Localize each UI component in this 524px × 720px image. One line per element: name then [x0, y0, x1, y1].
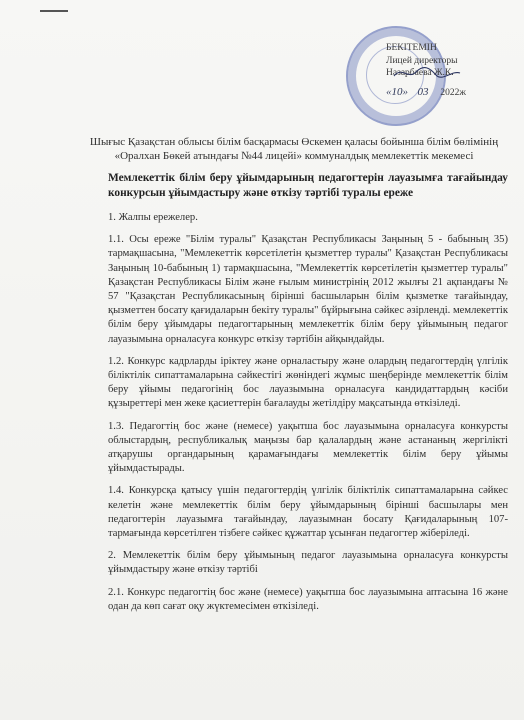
date-separator	[410, 88, 415, 98]
paragraph: 1.4. Конкурсқа қатысу үшін педагогтердің үлгілік біліктілік сипаттамаларына сәйкес келетін және мемлекеттік білім беру ұйымдарының бірінші басшылары мен педагогтерін лауазымға тағайындау, лауазымнан босату Қағидаларының 107-тармағында көрсетілген тізбеге сәйкес құжаттар ұсынған педагогтер жіберіледі.	[108, 485, 508, 540]
approval-title: БЕКІТЕМІН	[386, 43, 437, 53]
paragraph: 1.1. Осы ереже "Білім туралы" Қазақстан Республикасы Заңының 5 - бабының 35) тармақшасына, "Мемлекеттік көрсетілетін қызметтер туралы" Қазақстан Республикасы Заңының 10-бабының 1) тармақшасына, "Мемлекеттік көрсетілетін қызметтер туралы" Қазақстан Республикасы Білім және ғылым министрінің 2012 жылғы 21 ақпандағы № 57 "Қазақстан Республикасының бірінші басшыларын білім қызметке тағайындау, қызметтен босату қағидаларын бекіту туралы" бұйрығына сәйкес әзірленді. мемлекеттік білім беру ұйымдары педагогтарының мемлекеттік білім беру ұйымының педагог лауазымына орналасуға конкурс өткізу тәртібін айқындайды.	[108, 234, 508, 345]
paragraph: 2.1. Конкурс педагогтің бос және (немесе) уақытша бос лауазымына аптасына 16 және одан да көп сағат оқу жүктемесімен өткізіледі.	[108, 586, 508, 612]
document-title: Мемлекеттік білім беру ұйымдарының педагогтерін лауазымға тағайындау конкурсын ұйымдастыру және өткізу тәртібі туралы ереже	[108, 172, 508, 199]
section-heading: 1. Жалпы ережелер.	[108, 212, 198, 223]
approval-position: Лицей директоры	[386, 55, 458, 66]
section-heading: 2. Мемлекеттік білім беру ұйымының педагог лауазымына орналасуға конкурсты ұйымдастыру және өткізу тәртібі	[108, 550, 508, 576]
organization-header: Шығыс Қазақстан облысы білім басқармасы Өскемен қаласы бойынша білім бөлімінің «Оралхан Бөкей атындағы №44 лицейі» коммуналдық мемлекеттік мекемесі	[89, 136, 499, 162]
paragraph: 1.2. Конкурс кадрларды іріктеу және орналастыру және олардың педагогтердің үлгілік біліктілік сипаттамаларына сәйкестігі жөніндегі жұмыс шеңберінде мемлекеттік білім беру ұйымы педагогінің бос лауазымына орналасуға кандидаттардың кәсіби құзыреттері мен жеке қасиеттерін бағалауды жетілдіру мақсатында өткізіледі.	[108, 355, 508, 410]
date-separator	[431, 88, 438, 98]
paragraph: 1.3. Педагогтің бос және (немесе) уақытша бос лауазымына орналасуға конкурсты облыстардың, республикалық маңызы бар қалалардың және астананың жергілікті атқарушы органдарының қарамағындағы мемлекеттік білім беру ұйымы ұйымдастырады.	[108, 420, 508, 475]
approval-date-day: «10»	[386, 85, 408, 98]
approval-name: Назарбаева Ж.К.	[386, 68, 454, 78]
scan-mark	[40, 10, 68, 12]
approval-date	[386, 86, 516, 100]
signature-scribble	[392, 64, 462, 82]
approval-date-year: 2022ж	[440, 87, 466, 98]
document-body	[108, 211, 508, 622]
approval-date-month: 03	[417, 85, 429, 98]
